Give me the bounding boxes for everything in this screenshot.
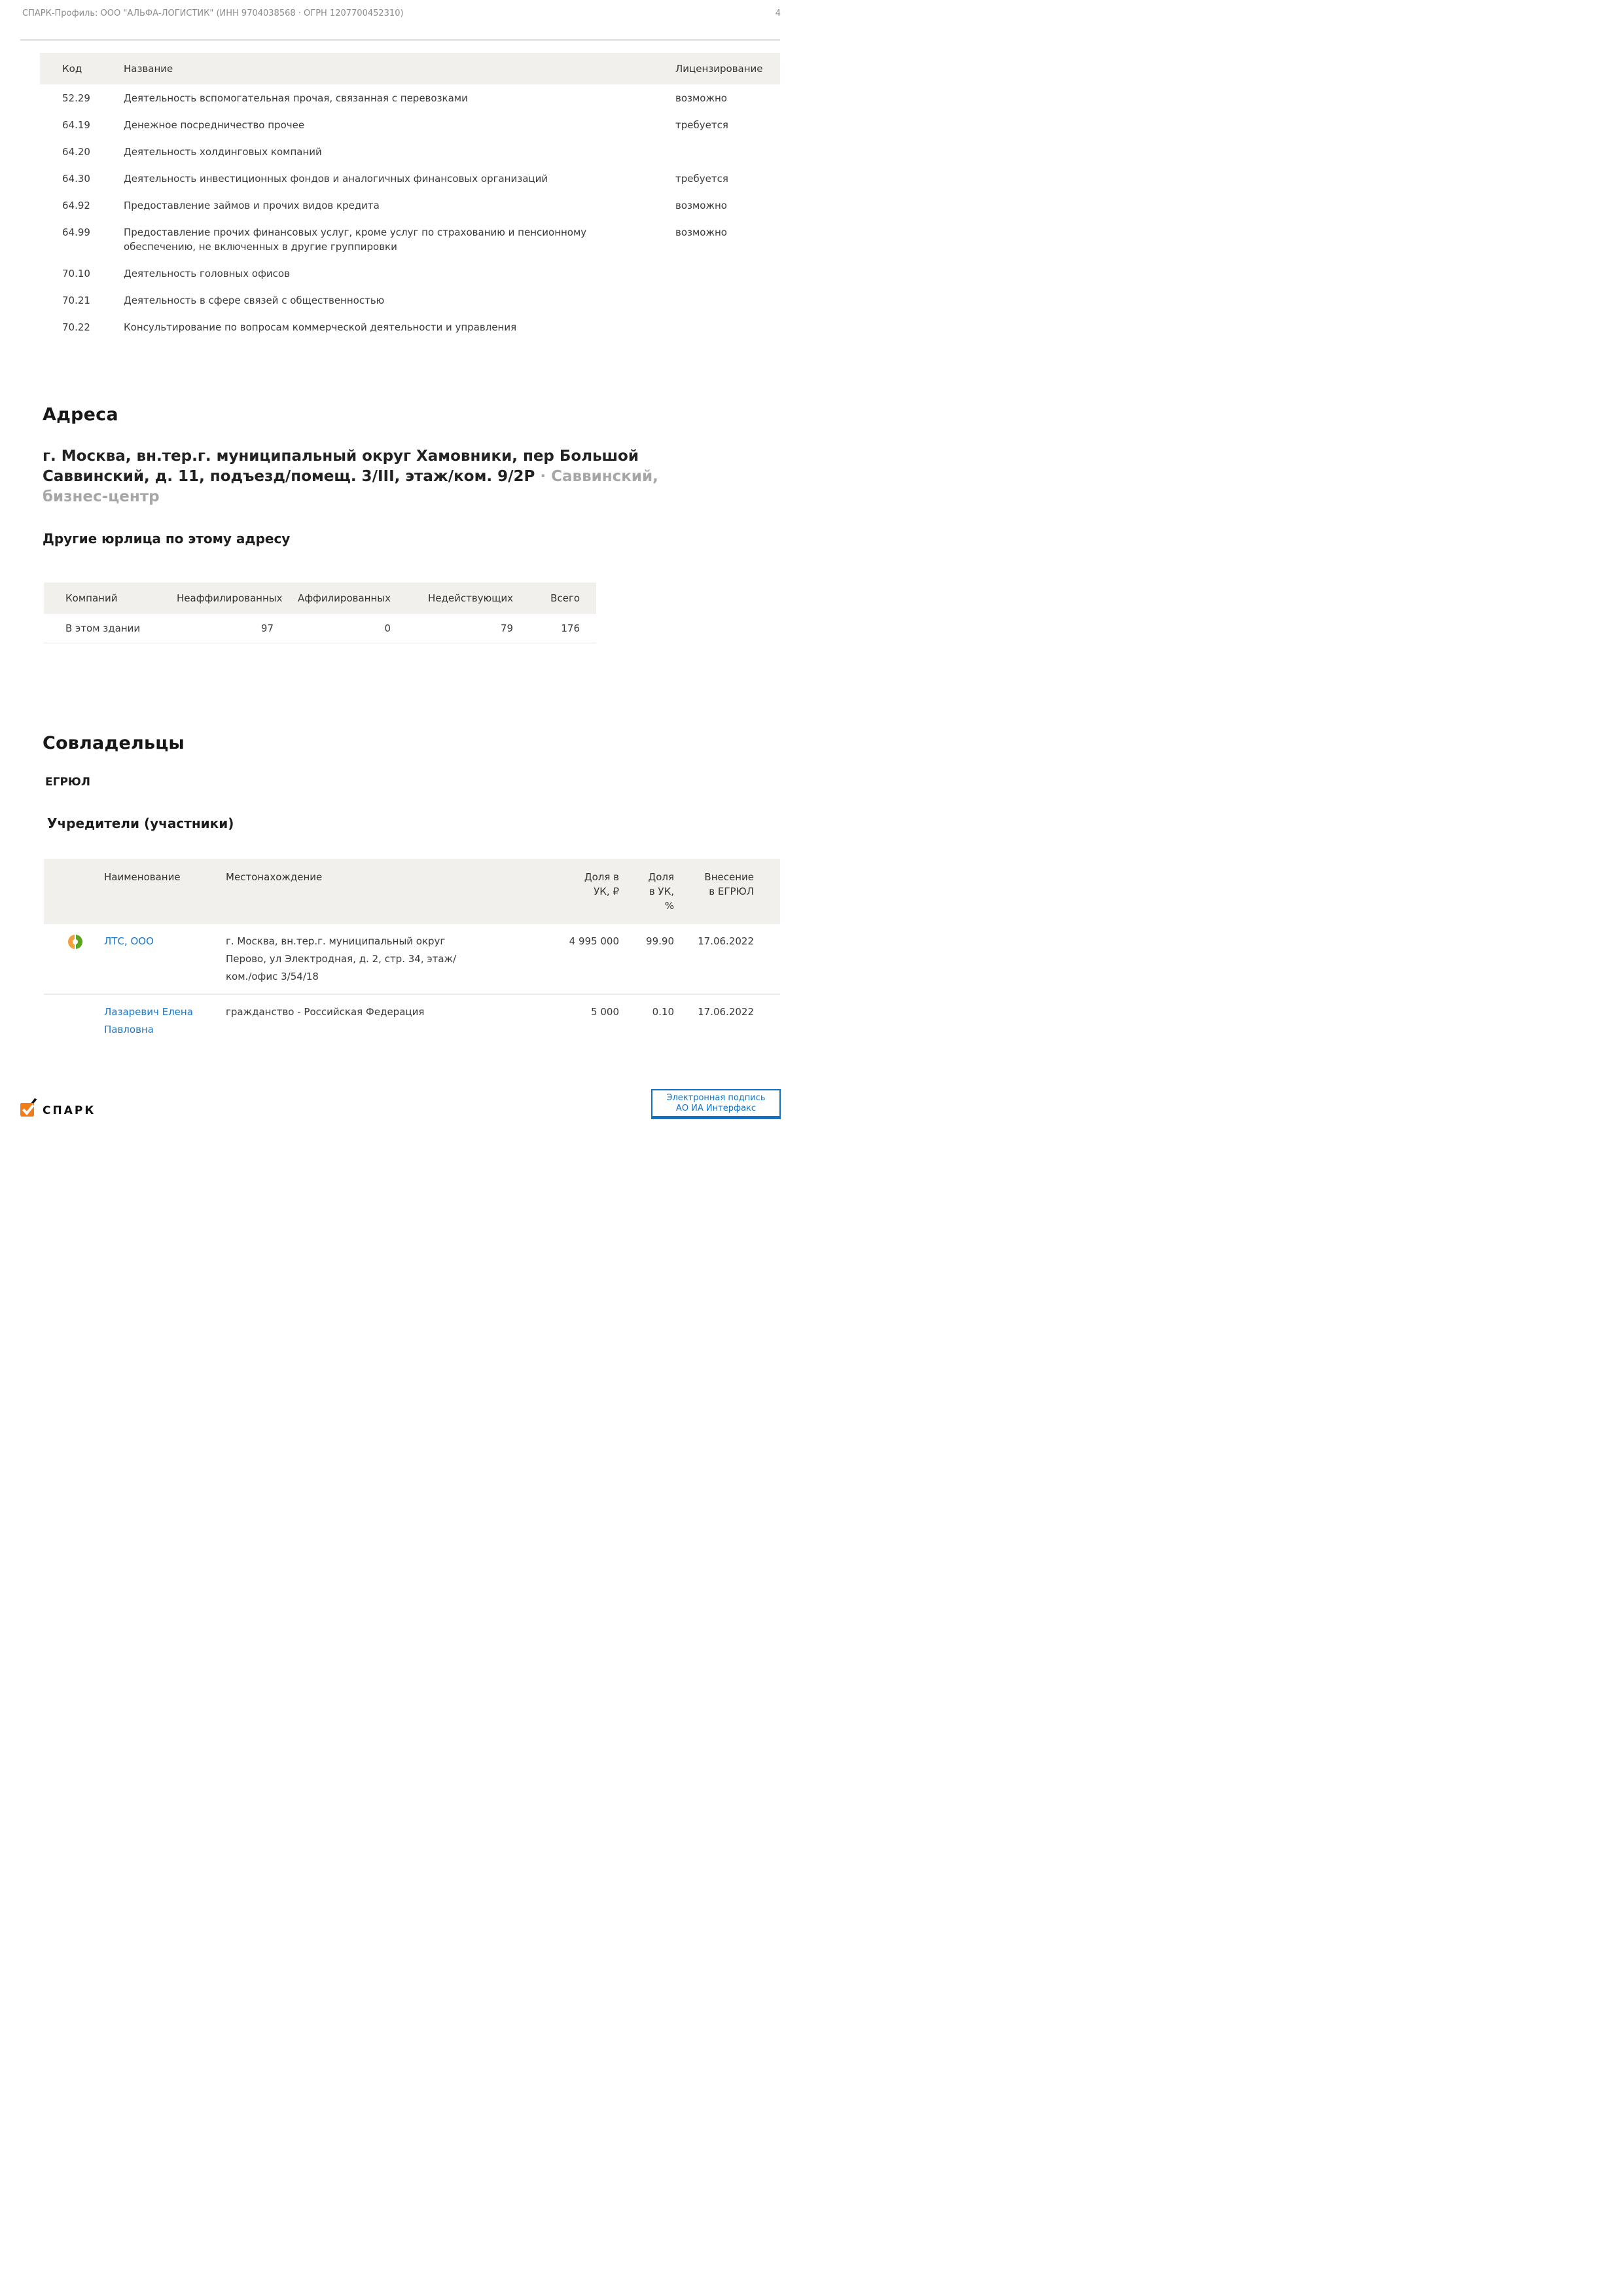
registered-address <box>43 446 676 507</box>
column-header-inactive: Недействующих <box>428 592 513 604</box>
column-header-non-affiliated: Неаффилированных <box>177 592 283 604</box>
subsection-title-other-entities: Другие юрлица по этому адресу <box>43 531 291 547</box>
founder-name <box>104 933 226 950</box>
spark-brand <box>20 1098 96 1119</box>
registry-label: ЕГРЮЛ <box>45 776 90 789</box>
owners-section <box>43 733 782 1047</box>
okved-code: 52.29 <box>62 92 90 104</box>
electronic-signature-button[interactable] <box>651 1089 781 1119</box>
section-title-addresses: Адреса <box>43 404 118 425</box>
founders-table <box>44 859 780 1047</box>
founders-table-header <box>44 859 780 924</box>
okved-licensing: возможно <box>675 226 727 238</box>
table-row <box>44 924 780 995</box>
column-header-logo <box>44 870 104 913</box>
share-pct-value: 99.90 <box>646 935 674 947</box>
table-row <box>40 138 780 165</box>
okved-licensing: возможно <box>675 92 727 104</box>
non-affiliated-count: 97 <box>260 622 274 634</box>
okved-licensing <box>675 145 780 159</box>
table-row <box>40 219 780 260</box>
table-row <box>40 84 780 111</box>
logo-cell <box>44 933 104 949</box>
document-title: СПАРК-Профиль: ООО "АЛЬФА-ЛОГИСТИК" (ИНН 9704038568 · ОГРН 1207700452310) <box>22 9 404 18</box>
column-header-name: Название <box>124 63 173 75</box>
header-divider <box>20 39 780 41</box>
column-header-registered: Внесение в ЕГРЮЛ <box>704 871 754 897</box>
okved-name: Деятельность вспомогательная прочая, связанная с перевозками <box>124 92 468 104</box>
okved-name: Деятельность в сфере связей с общественностью <box>124 295 385 306</box>
share-pct-value: 0.10 <box>652 1006 674 1018</box>
founder-link[interactable]: ЛТС, ООО <box>104 935 154 947</box>
okved-code: 64.30 <box>62 173 90 185</box>
page-footer <box>20 1089 781 1119</box>
table-row <box>44 614 596 643</box>
okved-table <box>40 53 780 340</box>
registered-date: 17.06.2022 <box>698 1006 754 1018</box>
company-logo-icon <box>68 935 82 949</box>
total-count: 176 <box>561 622 580 634</box>
spark-profile-page <box>0 0 812 1148</box>
table-row <box>40 287 780 314</box>
okved-code: 70.21 <box>62 295 90 306</box>
founder-name <box>104 1003 226 1039</box>
okved-name: Денежное посредничество прочее <box>124 119 305 131</box>
okved-name: Деятельность холдинговых компаний <box>124 146 322 158</box>
okved-code: 70.22 <box>62 321 90 333</box>
address-building-note: · Саввинский, бизнес-центр <box>43 468 658 505</box>
okved-name: Консультирование по вопросам коммерческой деятельности и управления <box>124 321 517 333</box>
okved-name: Деятельность головных офисов <box>124 268 290 279</box>
okved-name: Деятельность инвестиционных фондов и аналогичных финансовых организаций <box>124 173 548 185</box>
subsection-title-founders: Учредители (участники) <box>47 816 234 831</box>
okved-licensing <box>675 293 780 308</box>
okved-name: Предоставление займов и прочих видов кредита <box>124 200 380 211</box>
spark-logo-icon <box>20 1098 37 1117</box>
addresses-section <box>43 404 782 643</box>
column-header-location: Местонахождение <box>226 871 323 883</box>
column-header-affiliated: Аффилированных <box>297 592 391 604</box>
share-rub-value: 4 995 000 <box>569 935 619 947</box>
okved-name: Предоставление прочих финансовых услуг, кроме услуг по страхованию и пенсионному обеспечению, не включенных в другие группировки <box>124 226 587 253</box>
page-header <box>22 9 781 18</box>
row-label: В этом здании <box>65 622 141 634</box>
founder-location: г. Москва, вн.тер.г. муниципальный округ Перово, ул Электродная, д. 2, стр. 34, этаж/ком./офис 3/54/18 <box>226 935 457 982</box>
signature-line2: АО ИА Интерфакс <box>675 1103 757 1113</box>
okved-code: 64.19 <box>62 119 90 131</box>
okved-code: 64.20 <box>62 146 90 158</box>
inactive-count: 79 <box>500 622 513 634</box>
building-companies-table <box>44 583 596 643</box>
okved-licensing: возможно <box>675 200 727 211</box>
page-number: 4 <box>775 9 781 18</box>
okved-code: 64.99 <box>62 226 90 238</box>
building-table-header <box>44 583 596 614</box>
column-header-code: Код <box>62 63 82 75</box>
okved-table-header <box>40 53 780 84</box>
section-title-owners: Совладельцы <box>43 733 185 753</box>
column-header-companies: Компаний <box>65 592 118 604</box>
registered-date: 17.06.2022 <box>698 935 754 947</box>
column-header-share-rub: Доля в УК, ₽ <box>584 871 619 897</box>
table-row <box>40 165 780 192</box>
address-text: г. Москва, вн.тер.г. муниципальный округ Хамовники, пер Большой Саввинский, д. 11, подъезд/помещ. 3/III, этаж/ком. 9/2Р <box>43 448 639 485</box>
column-header-total: Всего <box>550 592 580 604</box>
okved-licensing: требуется <box>675 173 728 185</box>
table-row <box>40 192 780 219</box>
spark-brand-text: СПАРК <box>43 1104 96 1117</box>
signature-line1: Электронная подпись <box>666 1093 766 1103</box>
founder-location: гражданство - Российская Федерация <box>226 1006 425 1018</box>
column-header-share-pct: Доля в УК, % <box>648 871 674 912</box>
table-row <box>44 995 780 1047</box>
okved-licensing <box>675 320 780 334</box>
column-header-licensing: Лицензирование <box>675 63 763 75</box>
okved-code: 64.92 <box>62 200 90 211</box>
founder-link[interactable]: Лазаревич Елена Павловна <box>104 1006 193 1035</box>
okved-licensing <box>675 266 780 281</box>
okved-licensing: требуется <box>675 119 728 131</box>
share-rub-value: 5 000 <box>591 1006 619 1018</box>
affiliated-count: 0 <box>384 622 391 634</box>
table-row <box>40 260 780 287</box>
table-row <box>40 111 780 138</box>
okved-code: 70.10 <box>62 268 90 279</box>
table-row <box>40 314 780 340</box>
column-header-name: Наименование <box>104 871 181 883</box>
